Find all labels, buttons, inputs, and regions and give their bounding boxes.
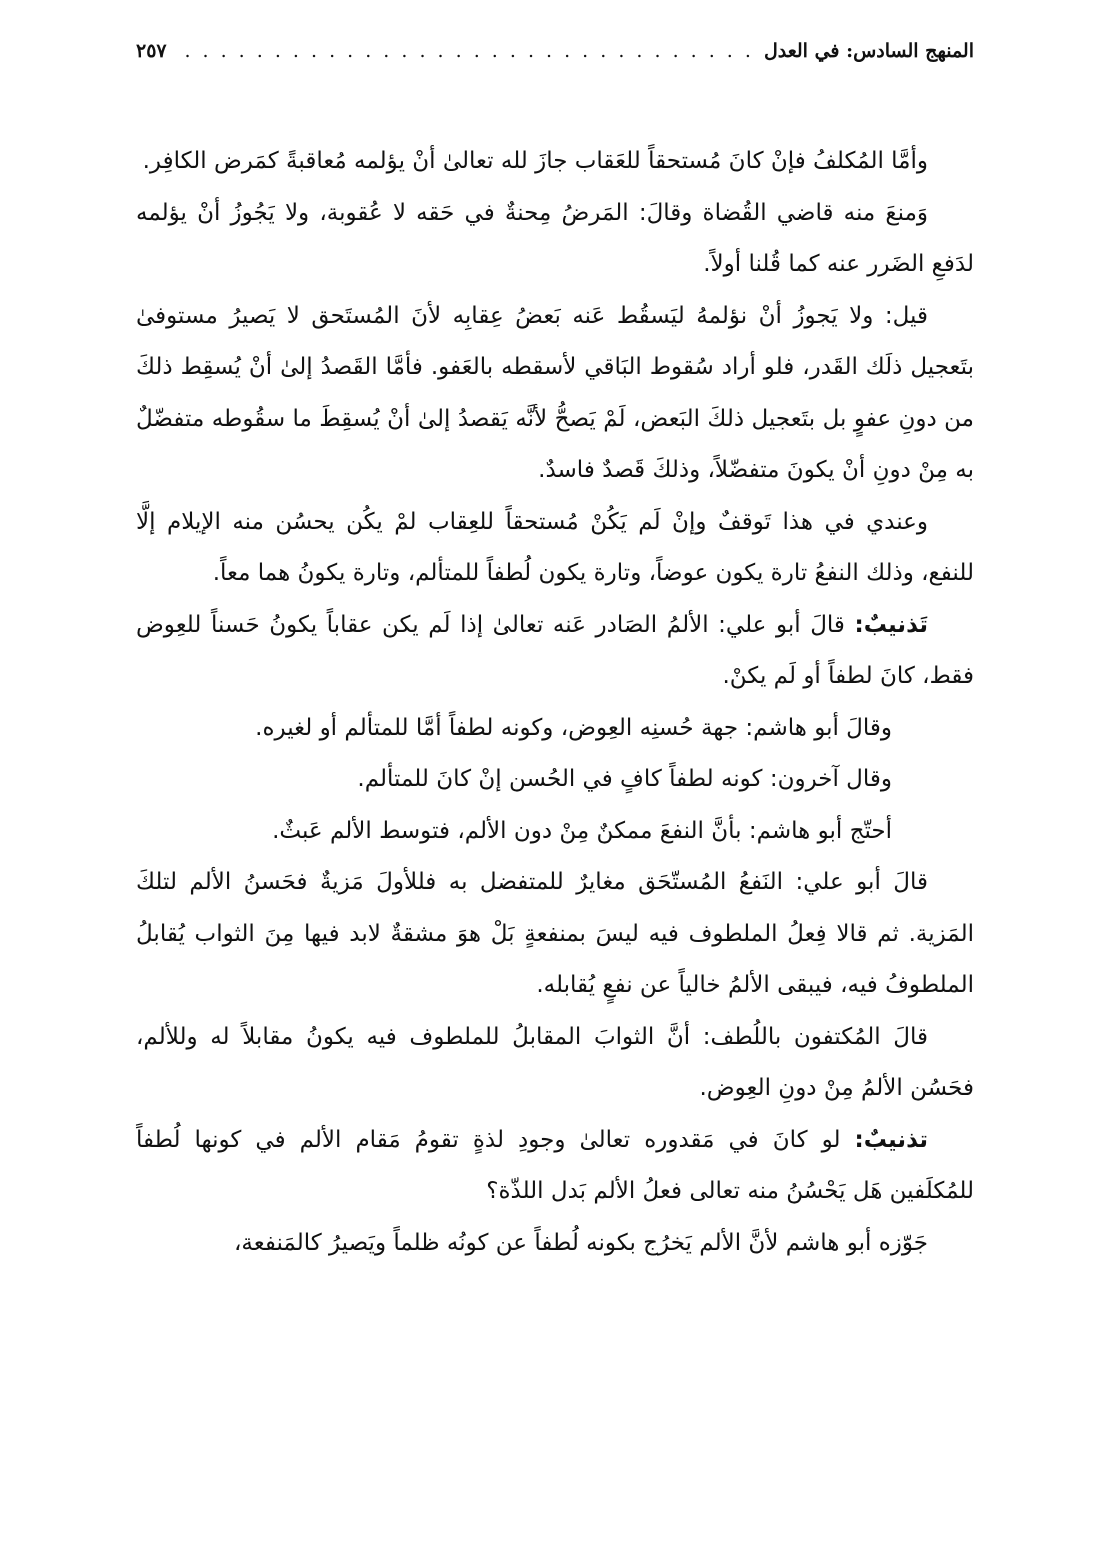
paragraph (136, 857, 974, 1012)
paragraph (136, 600, 974, 703)
paragraph-text: قالَ أبو علي: الألمُ الصَادر عَنه تعالىٰ إذا لَم يكن عقاباً يكونُ حَسناً للعِوض فقط، كانَ لطفاً أو لَم يكنْ. (136, 611, 974, 689)
running-head (136, 40, 974, 80)
paragraph-text: قالَ أبو علي: النَفعُ المُستّحَق مغايرٌ للمتفضل به فللأولَ مَزيةٌ فحَسنُ الألم لتلكَ المَزية. ثم قالا فِعلُ الملطوف فيه ليسَ بمنفعةٍ بَلْ هوَ مشقةٌ لابد فيها مِنَ الثواب يُقابلُ الملطوفُ فيه، فيبقى الألمُ خالياً عن نفعٍ يُقابله. (136, 869, 974, 998)
paragraph (136, 1012, 974, 1115)
paragraph-label: تذنيبٌ: (854, 1126, 928, 1153)
paragraph (136, 1115, 974, 1218)
paragraph-text: وَمنعَ منه قاضي القُضاة وقالَ: المَرضُ مِحنةٌ في حَقه لا عُقوبة، ولا يَجُوزُ أنْ يؤلمه لدَفعِ الضَرر عنه كما قُلنا أولاً. (136, 199, 974, 277)
paragraph-label: تَذنيبٌ: (854, 611, 928, 638)
paragraph-text: وأمَّا المُكلفُ فإنْ كانَ مُستحقاً للعَقاب جازَ لله تعالىٰ أنْ يؤلمه مُعاقبةً كمَرض الكافِر. (142, 148, 928, 174)
paragraph (136, 806, 974, 858)
paragraph (136, 291, 974, 497)
paragraph-text: جَوّزه أبو هاشم لأنَّ الألم يَخرُج بكونه لُطفاً عن كونُه ظلماً ويَصيرُ كالمَنفعة، (233, 1229, 928, 1256)
page-number: ٢٥٧ (136, 40, 167, 62)
paragraph (136, 754, 974, 806)
paragraph-text: لو كانَ في مَقدوره تعالىٰ وجودِ لذةٍ تقومُ مَقام الألم في كونها لُطفاً للمُكلَفين هَل يَحْسُنُ منه تعالى فعلُ الألم بَدل اللذّة؟ (136, 1126, 974, 1204)
paragraph-text: وقالَ أبو هاشم: جهة حُسنِه العِوض، وكونه لطفاً أمَّا للمتألم أو لغيره. (255, 714, 892, 741)
paragraph-text: قيل: ولا يَجوزُ أنْ نؤلمهُ ليَسقُط عَنه بَعضُ عِقابِه لأنَ المُستَحق لا يَصيرُ مستوفىٰ بتَعجيل ذلَك القَدر، فلو أراد سُقوط البَاقي لأسقطه بالعَفو. فأمَّا القَصدُ إلىٰ أنْ يُسقِط ذلكَ من دونِ عفوٍ بل بتَعجيل ذلكَ البَعض، لَمْ يَصحُّ لأنَّه يَقصدُ إلىٰ أنْ يُسقِطَ ما سقُوطه متفضّلٌ به مِنْ دونِ أنْ يكونَ متفضّلاً، وذلكَ قَصدٌ فاسدٌ. (136, 302, 974, 483)
paragraph (136, 136, 974, 188)
paragraph-text: أحتّج أبو هاشم: بأنَّ النفعَ ممكنٌ مِنْ دون الألم، فتوسط الألم عَبثٌ. (272, 817, 892, 844)
paragraph (136, 497, 974, 600)
paragraph-text: وعندي في هذا تَوقفٌ وإنْ لَم يَكُنْ مُستحقاً للعِقاب لمْ يكُن يحسُن منه الإيلام إلَّا للنفع، وذلك النفعُ تارة يكون عوضاً، وتارة يكون لُطفاً للمتألم، وتارة يكونُ هما معاً. (136, 508, 974, 586)
paragraph-text: وقال آخرون: كونه لطفاً كافٍ في الحُسن إنْ كانَ للمتألم. (357, 766, 892, 792)
dot-leader (177, 40, 754, 62)
paragraph (136, 1218, 974, 1270)
paragraph (136, 703, 974, 755)
paragraph (136, 188, 974, 291)
paragraph-text: قالَ المُكتفون باللُطف: أنَّ الثوابَ المقابلُ للملطوف فيه يكونُ مقابلاً له وللألم، فحَسُن الألمُ مِنْ دونِ العِوض. (136, 1023, 974, 1101)
chapter-title: المنهج السادس: في العدل (763, 40, 974, 62)
body-text (136, 136, 974, 1269)
